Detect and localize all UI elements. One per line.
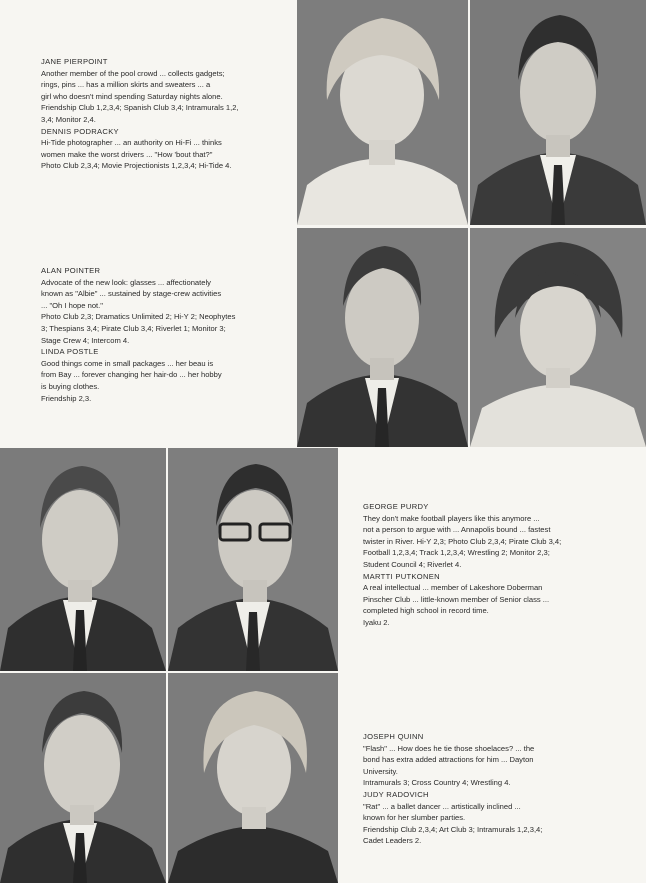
bio-block-pointer-postle xyxy=(41,265,282,404)
portrait-martti-putkonen xyxy=(168,448,338,671)
bio-line: known as "Albie" ... sustained by stage-crew activities xyxy=(41,289,222,299)
bio-line: rings, pins ... has a million skirts and sweaters ... a xyxy=(41,80,211,90)
portrait-joseph-quinn xyxy=(0,673,166,883)
student-name: ALAN POINTER xyxy=(41,266,101,275)
activities-line: Friendship 2,3. xyxy=(41,393,92,403)
bio-line: A real intellectual ... member of Lakeshore Doberman xyxy=(363,583,543,593)
bio-line: known for her slumber parties. xyxy=(363,813,466,823)
bio-line: Another member of the pool crowd ... collects gadgets; xyxy=(41,68,225,78)
portrait-alan-pointer xyxy=(297,228,468,447)
activities-line: Football 1,2,3,4; Track 1,2,3,4; Wrestling 2; Monitor 2,3; xyxy=(363,548,550,558)
portrait-dennis-podracky xyxy=(470,0,646,225)
activities-line: Friendship Club 1,2,3,4; Spanish Club 3,4; Intramurals 1,2, xyxy=(41,103,239,113)
student-name: JUDY RADOVICH xyxy=(363,789,429,799)
student-name: GEORGE PURDY xyxy=(363,502,429,511)
activities-line: Iyaku 2. xyxy=(363,617,390,627)
activities-line: Photo Club 2,3; Dramatics Unlimited 2; Hi-Y 2; Neophytes xyxy=(41,312,236,322)
bio-line: Advocate of the new look: glasses ... affectionately xyxy=(41,277,211,287)
student-name: MARTTI PUTKONEN xyxy=(363,571,440,581)
activities-line: twister in River. Hi-Y 2,3; Photo Club 2,3,4; Pirate Club 3,4; xyxy=(363,536,562,546)
bio-block-pierpoint-podracky xyxy=(41,56,282,172)
portrait-george-purdy xyxy=(0,448,166,671)
bio-block-quinn-radovich xyxy=(363,731,596,847)
bio-line: They don't make football players like this anymore ... xyxy=(363,513,540,523)
activities-line: Cadet Leaders 2. xyxy=(363,836,422,846)
bio-line: from Bay ... forever changing her hair-do ... her hobby xyxy=(41,370,222,380)
bio-line: Hi-Tide photographer ... an authority on Hi-Fi ... thinks xyxy=(41,138,222,148)
bio-line: women make the worst drivers ... "How 'bout that?" xyxy=(41,149,213,159)
activities-line: Photo Club 2,3,4; Movie Projectionists 1,2,3,4; Hi-Tide 4. xyxy=(41,161,232,171)
activities-line: Student Council 4; Riverlet 4. xyxy=(363,559,462,569)
portrait-judy-radovich xyxy=(168,673,338,883)
bio-line: girl who doesn't mind spending Saturday nights alone. xyxy=(41,91,223,101)
activities-line: Stage Crew 4; Intercom 4. xyxy=(41,335,130,345)
bio-line: Pinscher Club ... little-known member of Senior class ... xyxy=(363,594,550,604)
bio-line: University. xyxy=(363,766,398,776)
student-name: DENNIS PODRACKY xyxy=(41,126,119,136)
bio-line: not a person to argue with ... Annapolis bound ... fastest xyxy=(363,525,551,535)
activities-line: 3,4; Monitor 2,4. xyxy=(41,114,96,124)
activities-line: Intramurals 3; Cross Country 4; Wrestling 4. xyxy=(363,778,511,788)
activities-line: Friendship Club 2,3,4; Art Club 3; Intramurals 1,2,3,4; xyxy=(363,824,543,834)
student-name: LINDA POSTLE xyxy=(41,347,99,357)
activities-line: 3; Thespians 3,4; Pirate Club 3,4; Riverlet 1; Monitor 3; xyxy=(41,323,226,333)
bio-line: "Rat" ... a ballet dancer ... artistically inclined ... xyxy=(363,801,521,811)
bio-line: ... "Oh I hope not." xyxy=(41,300,103,310)
portrait-linda-postle xyxy=(470,228,646,447)
student-name: JOSEPH QUINN xyxy=(363,732,424,741)
bio-block-purdy-putkonen xyxy=(363,501,596,629)
bio-line: "Flash" ... How does he tie those shoelaces? ... the xyxy=(363,743,535,753)
student-name: JANE PIERPOINT xyxy=(41,57,108,66)
bio-line: Good things come in small packages ... her beau is xyxy=(41,358,214,368)
bio-line: is buying clothes. xyxy=(41,381,100,391)
bio-line: bond has extra added attractions for him ... Dayton xyxy=(363,755,534,765)
bio-line: completed high school in record time. xyxy=(363,606,489,616)
portrait-jane-pierpoint xyxy=(297,0,468,225)
